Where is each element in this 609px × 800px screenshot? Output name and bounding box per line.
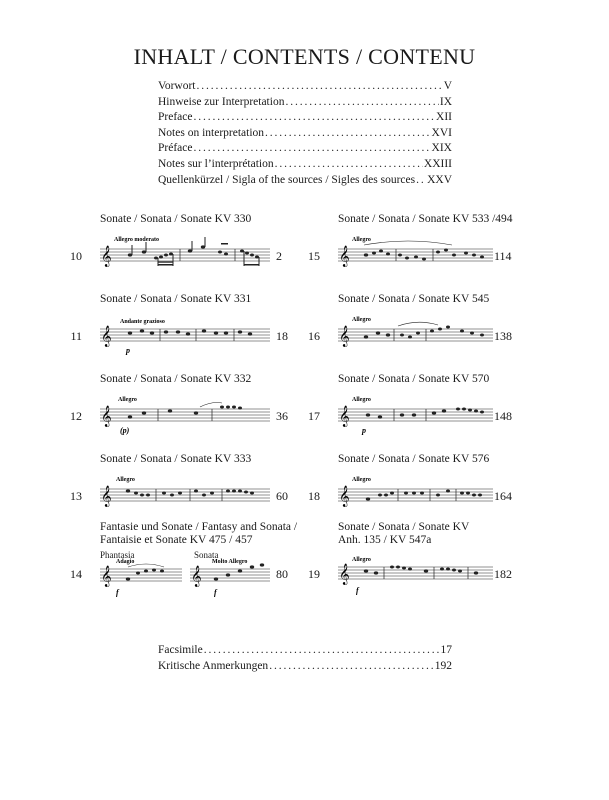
page-number: 18 — [276, 329, 288, 343]
sonata-number: 18 — [308, 489, 320, 503]
notes-icon — [128, 329, 252, 335]
sonata-number: 17 — [308, 409, 320, 423]
tempo-marking: Allegro — [352, 397, 371, 403]
toc-label: Facsimile — [158, 644, 203, 656]
toc-label: Préface — [158, 142, 193, 155]
movement-label: Phantasia — [100, 550, 135, 560]
toc-label: Quellenkürzel / Sigla of the sources / Sigles des sources — [158, 173, 416, 186]
toc-page: XII — [436, 111, 452, 124]
music-incipit — [190, 553, 270, 597]
sonata-number: 14 — [70, 567, 82, 581]
leader-dots — [275, 157, 423, 173]
toc-label: Hinweise zur Interpretation — [158, 95, 285, 108]
leader-dots — [269, 659, 434, 675]
sonata-title: Sonate / Sonata / Sonate KV 545 — [338, 293, 490, 305]
toc-page: XIX — [431, 142, 452, 155]
movement-label: Sonata — [194, 550, 219, 560]
dynamic-marking: p — [362, 426, 366, 435]
page-title: INHALT / CONTENTS / CONTENU — [133, 44, 476, 69]
page-number: 80 — [276, 567, 288, 581]
front-matter-toc — [158, 79, 452, 188]
music-incipit — [100, 553, 182, 597]
toc-label: Vorwort — [158, 80, 196, 92]
page-number: 182 — [494, 567, 512, 581]
toc-entry[interactable] — [158, 141, 452, 157]
music-incipit — [100, 233, 270, 277]
tempo-marking: Allegro moderato — [114, 237, 160, 243]
treble-clef-icon: 𝄞 — [101, 486, 112, 506]
page-number: 60 — [276, 489, 288, 503]
sonata-number: 12 — [70, 409, 82, 423]
toc-entry[interactable] — [158, 79, 452, 95]
leader-dots — [285, 95, 438, 111]
dynamic-marking: f — [356, 586, 359, 595]
sonata-title: Sonate / Sonata / Sonate KV Anh. 135 / KV 547a — [338, 521, 470, 546]
music-incipit — [100, 393, 270, 437]
page-number: 114 — [494, 249, 512, 263]
toc-entry[interactable] — [158, 157, 452, 173]
sonata-title: Sonate / Sonata / Sonate KV 332 — [100, 373, 252, 385]
treble-clef-icon: 𝄞 — [101, 246, 112, 266]
toc-entry[interactable] — [158, 126, 452, 142]
toc-entry[interactable] — [158, 110, 452, 126]
sonata-entry[interactable] — [70, 373, 290, 449]
sonata-title: Sonate / Sonata / Sonate KV 576 — [338, 453, 490, 465]
sonata-title: Sonate / Sonata / Sonate KV 330 — [100, 213, 252, 225]
sonata-number: 10 — [70, 249, 82, 263]
toc-label: Notes sur l’interprétation — [158, 157, 274, 170]
treble-clef-icon: 𝄞 — [339, 406, 350, 426]
sonata-title: Sonate / Sonata / Sonate KV 533 /494 — [338, 213, 513, 225]
leader-dots — [265, 126, 431, 142]
treble-clef-icon: 𝄞 — [339, 326, 350, 346]
sonata-entry[interactable] — [308, 453, 528, 529]
leader-dots — [204, 643, 440, 659]
music-incipit — [338, 393, 493, 437]
dynamic-marking: p — [126, 346, 130, 355]
music-incipit — [338, 233, 493, 277]
sonata-number: 13 — [70, 489, 82, 503]
music-incipit — [100, 313, 270, 357]
tempo-marking: Allegro — [352, 317, 371, 323]
page-number: 138 — [494, 329, 512, 343]
toc-page: 17 — [440, 644, 452, 656]
tempo-marking: Allegro — [352, 557, 371, 563]
toc-page: XXV — [427, 173, 452, 186]
treble-clef-icon: 𝄞 — [339, 246, 350, 266]
tempo-marking: Allegro — [118, 397, 137, 403]
sonata-title: Sonate / Sonata / Sonate KV 331 — [100, 293, 252, 305]
toc-label: Preface — [158, 111, 193, 124]
treble-clef-icon: 𝄞 — [191, 566, 202, 586]
toc-entry[interactable] — [158, 659, 452, 675]
sonata-title: Fantasie und Sonate / Fantasy and Sonata / Fantaisie et Sonate KV 475 / 457 — [100, 521, 298, 546]
tempo-marking: Andante grazioso — [120, 319, 165, 325]
leader-dots — [416, 173, 426, 189]
tempo-marking: Allegro — [116, 477, 135, 483]
sonata-entry[interactable] — [308, 213, 528, 289]
sonata-title: Sonate / Sonata / Sonate KV 333 — [100, 453, 252, 465]
sonata-entry[interactable] — [70, 453, 290, 529]
tempo-marking: Allegro — [352, 477, 371, 483]
music-incipit — [338, 551, 493, 595]
sonata-number: 19 — [308, 567, 320, 581]
toc-entry[interactable] — [158, 173, 452, 189]
tempo-marking: Adagio — [116, 559, 135, 565]
toc-page: XXIII — [423, 157, 452, 170]
toc-page: XVI — [431, 126, 452, 139]
sonata-entry[interactable] — [308, 293, 528, 369]
toc-entry[interactable] — [158, 95, 452, 111]
toc-label: Notes on interpretation — [158, 126, 265, 139]
treble-clef-icon: 𝄞 — [101, 406, 112, 426]
sonata-title: Sonate / Sonata / Sonate KV 570 — [338, 373, 490, 385]
sonata-entry[interactable] — [70, 213, 290, 289]
page-number: 148 — [494, 409, 512, 423]
notes-icon — [364, 249, 484, 261]
toc-page: V — [443, 80, 452, 92]
leader-dots — [193, 141, 430, 157]
back-matter-toc — [158, 643, 452, 674]
treble-clef-icon: 𝄞 — [339, 486, 350, 506]
music-incipit — [338, 313, 493, 357]
dynamic-marking: (p) — [120, 426, 130, 435]
dynamic-marking: f — [214, 588, 217, 597]
toc-entry[interactable] — [158, 643, 452, 659]
notes-icon — [126, 569, 164, 581]
leader-dots — [196, 79, 442, 95]
page-number: 164 — [494, 489, 512, 503]
sonata-number: 15 — [308, 249, 320, 263]
music-incipit — [100, 473, 270, 517]
page-number: 2 — [276, 249, 282, 263]
treble-clef-icon: 𝄞 — [339, 564, 350, 584]
sonata-number: 16 — [308, 329, 320, 343]
tempo-marking: Molto Allegro — [212, 559, 248, 565]
sonata-number: 11 — [70, 329, 82, 343]
toc-page: IX — [439, 95, 452, 108]
sonata-entry[interactable] — [308, 521, 528, 607]
toc-page: 192 — [434, 659, 452, 672]
sonata-entry[interactable] — [308, 373, 528, 449]
treble-clef-icon: 𝄞 — [101, 566, 112, 586]
music-incipit — [338, 473, 493, 517]
treble-clef-icon: 𝄞 — [101, 326, 112, 346]
sonata-entry[interactable] — [70, 521, 298, 607]
leader-dots — [193, 110, 435, 126]
sonata-entry[interactable] — [70, 293, 290, 369]
tempo-marking: Allegro — [352, 237, 371, 243]
dynamic-marking: f — [116, 588, 119, 597]
page-number: 36 — [276, 409, 288, 423]
toc-label: Kritische Anmerkungen — [158, 659, 269, 672]
